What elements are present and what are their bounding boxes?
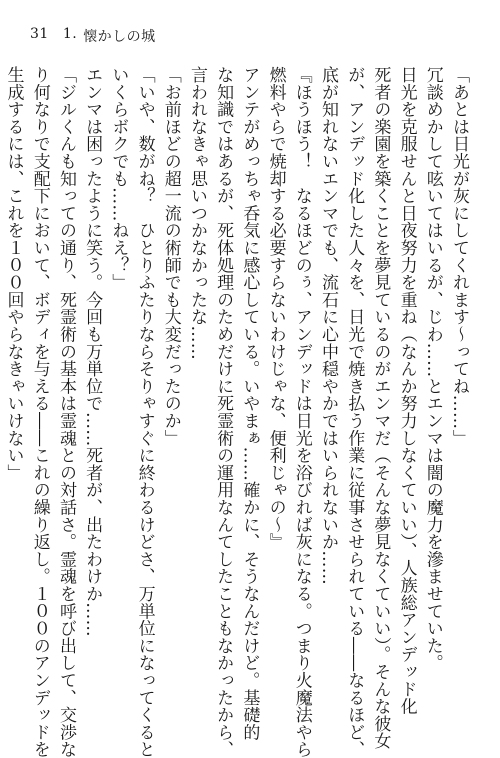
text-line: 燃料やらで焼却する必要すらないわけじゃな、便利じゃの〜』 [265, 66, 286, 551]
chapter-number: 1. [62, 26, 78, 42]
text-line: な知識ではあるが、死体処理のためだけに死霊術の運用なんてしたこともなかったから、 [213, 66, 234, 758]
text-line: が、アンデッド化した人々を、日光で焼き払う作業に従事させられている――なるほど、 [344, 66, 365, 758]
text-line: 死者の楽園を築くことを夢見ているのがエンマだ（そんな夢見なくていい）。そんな彼女 [370, 66, 391, 750]
text-line: り何なりで支配下において、ボディを与える――これの繰り返し。１００のアンデッドを [29, 66, 50, 758]
text-line: 「あとは日光が灰にしてくれます〜ってね……」 [449, 66, 469, 447]
running-head [63, 26, 156, 46]
text-line: 日光を克服せんと日夜努力を重ね（なんか努力しなくていい）、人族総アンデッド化 [396, 66, 417, 715]
chapter-title: 懐かしの城 [83, 29, 156, 45]
text-line: 生成するには、これを１００回やらなきゃいけない」 [3, 66, 24, 482]
page-header [30, 26, 156, 46]
page-number: 31 [30, 26, 49, 42]
text-line: 「いや、数がね？ ひとりふたりならそりゃすぐに終わるけどさ、万単位になってくると [134, 66, 155, 758]
vertical-body-text [3, 66, 472, 758]
text-line: 「お前ほどの超一流の術師でも大変だったのか」 [160, 66, 181, 447]
text-line: 『ほうほう！ なるほどのぅ、アンデッドは日光を浴びれば灰になる。つまり火魔法やら [291, 66, 312, 758]
text-line: 冗談めかして呟いてはいるが、じわ……とエンマは闇の魔力を滲ませていた。 [422, 66, 443, 672]
text-line: エンマは困ったように笑う。今回も万単位で……死者が、出たわけか…… [82, 66, 103, 637]
text-line: 言われなきゃ思いつかなかったな…… [186, 66, 207, 361]
text-line: 底が知れないエンマでも、流石に心中穏やかではいられないか…… [317, 66, 338, 585]
text-line: 「ジルくんも知っての通り、死霊術の基本は霊魂との対話さ。霊魂を呼び出して、交渉な [55, 66, 76, 758]
text-line: いくらボクでも……ねえ？」 [108, 66, 129, 291]
text-line: アンテがめっちゃ呑気に感心している。いやまぁ……確かに、そうなんだけど。基礎的 [239, 66, 260, 741]
